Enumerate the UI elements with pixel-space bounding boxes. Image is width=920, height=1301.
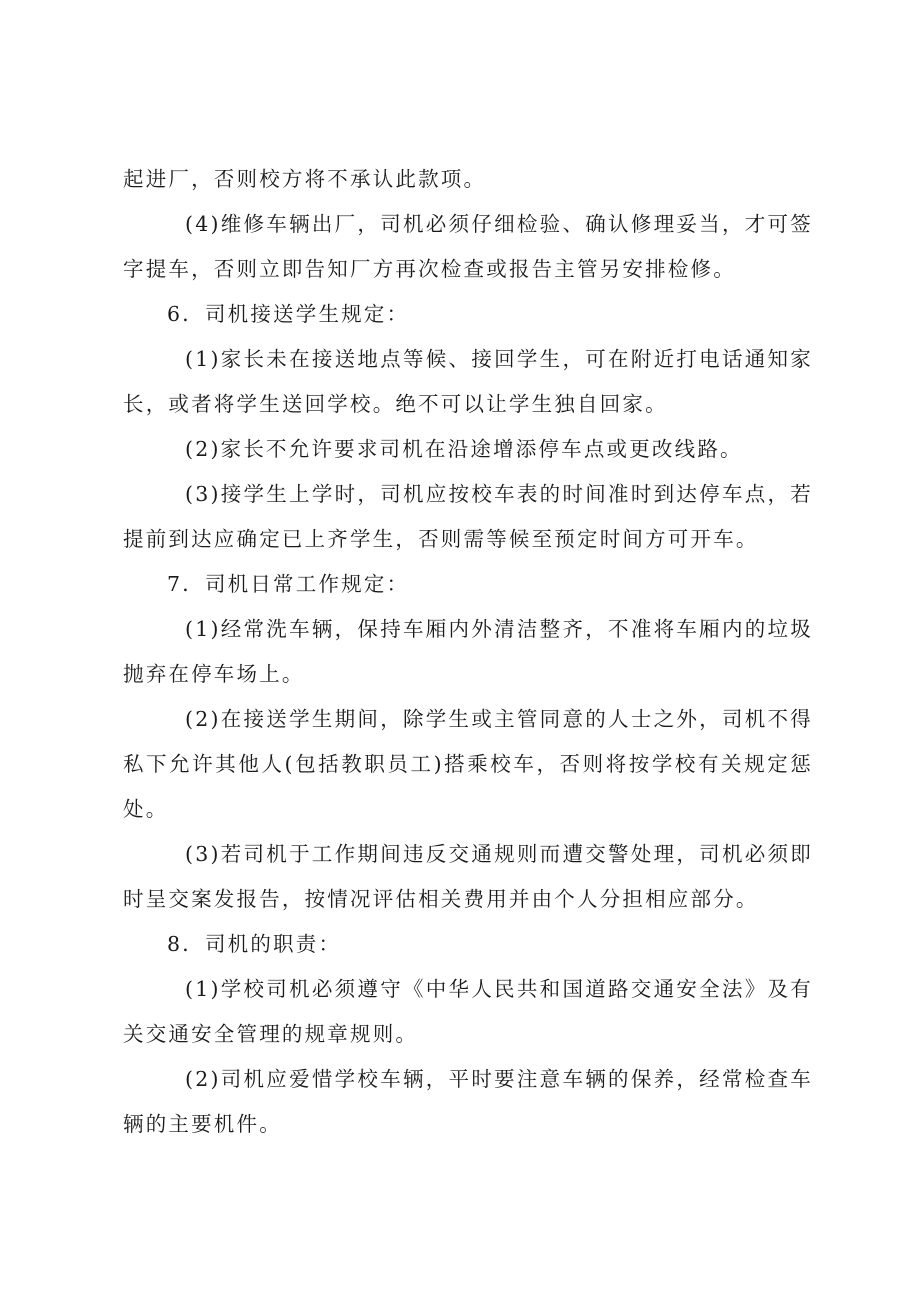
section-heading-7: 7．司机日常工作规定： [167,572,410,596]
section-heading-6: 6．司机接送学生规定： [167,302,410,326]
paragraph-5-4: (4)维修车辆出厂，司机必须仔细检验、确认修理妥当，才可签字提车，否则立即告知厂方再次检查或报告主管另安排检修。 [123,212,813,281]
paragraph-7-2: (2)在接送学生期间，除学生或主管同意的人士之外，司机不得私下允许其他人(包括教职员工)搭乘校车，否则将按学校有关规定惩处。 [123,707,813,821]
section-heading-8: 8．司机的职责： [167,932,342,956]
paragraph-6-3: (3)接学生上学时，司机应按校车表的时间准时到达停车点，若提前到达应确定已上齐学生，否则需等候至预定时间方可开车。 [123,482,813,551]
paragraph-continuation: 起进厂，否则校方将不承认此款项。 [123,167,487,191]
document-body [123,157,813,1147]
paragraph-7-1: (1)经常洗车辆，保持车厢内外清洁整齐，不准将车厢内的垃圾抛弃在停车场上。 [123,617,813,686]
paragraph-8-2: (2)司机应爱惜学校车辆，平时要注意车辆的保养，经常检查车辆的主要机件。 [123,1067,813,1136]
paragraph-6-2: (2)家长不允许要求司机在沿途增添停车点或更改线路。 [185,437,743,461]
paragraph-7-3: (3)若司机于工作期间违反交通规则而遭交警处理，司机必须即时呈交案发报告，按情况评估相关费用并由个人分担相应部分。 [123,842,813,911]
paragraph-6-1: (1)家长未在接送地点等候、接回学生，可在附近打电话通知家长，或者将学生送回学校。绝不可以让学生独自回家。 [123,347,813,416]
paragraph-8-1: (1)学校司机必须遵守《中华人民共和国道路交通安全法》及有关交通安全管理的规章规则。 [123,977,813,1046]
